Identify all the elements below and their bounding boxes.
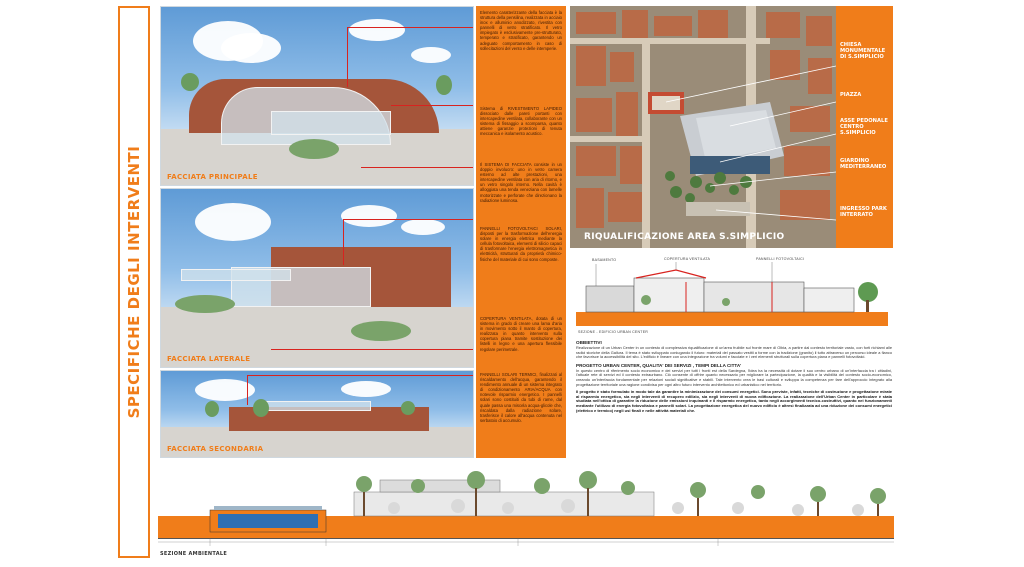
environmental-section-caption: SEZIONE AMBIENTALE (160, 551, 228, 557)
render-side-facade (160, 188, 474, 368)
tree (289, 139, 339, 159)
callout-line (361, 167, 474, 168)
callout-line (247, 375, 474, 376)
note-facade-system: Il SISTEMA DI FACCIATA consiste in un doppio involucro: uno in vetro camera esterno ad alte prestazioni, una intercapedine ventilata con aria di ritorno, e un vetro singolo interno. Nella cavità è alloggiata una tenda veneziana con lamelle motorizzate e perforate che direzionano la radiazione luminosa. (480, 162, 562, 203)
cloud (349, 19, 405, 41)
aerial-map (570, 6, 836, 248)
map-caption: RIQUALIFICAZIONE AREA S.SIMPLICIO (584, 232, 785, 242)
cloud (341, 381, 391, 397)
render-main-facade (160, 6, 474, 186)
glass-canopy (271, 111, 391, 135)
note-stone-cladding: Sistema di RIVESTIMENTO LAPIDEO dissociato dalle pareti portanti con intercapedine ventilata, collaborante con un sistema di fissaggio a scomparsa, quanto attiene garanzie protezioni di tenuta meccanica e isolamento acustico. (480, 106, 562, 137)
legend-item-pedestrian-axis: ASSE PEDONALE CENTRO S.SIMPLICIO (840, 118, 888, 136)
building-section (576, 256, 888, 326)
callout-line (271, 349, 474, 350)
tree (253, 399, 269, 417)
render-label: FACCIATA PRINCIPALE (167, 173, 258, 181)
cloud (341, 205, 397, 227)
callout-line (347, 27, 348, 87)
callout-line (343, 219, 474, 220)
note-solar-thermal: PANNELLI SOLARI TERMICI, finalizzati al riscaldamento dell'acqua, garantendo il rendimento annuale di un sistema integrato di condizionamento ARIA/ACQUA con notevole risparmio energetico. I pannelli solari sono costituiti da tubi di rame, dal quale passa una miscela acqua-glicole che, riscaldata dalla radiazione solare, trasferisce il calore all'acqua contenuta nel serbatoio di accumulo. (480, 372, 562, 423)
map-graphic (570, 6, 836, 248)
vertical-title-band (118, 6, 150, 558)
callout-line (247, 375, 248, 405)
environmental-section-drawing (158, 466, 894, 550)
glass-facade (261, 401, 371, 411)
environmental-section (158, 466, 894, 550)
project-title: PROGETTO URBAN CENTER, QUALITA' DEI SERVIZI , TEMPI DELLA CITTA' (576, 362, 742, 368)
callout-line (347, 27, 474, 28)
section-label-pv: PANNELLI FOTOVOLTAICI (756, 257, 805, 261)
map-legend (836, 6, 893, 248)
render-label: FACCIATA SECONDARIA (167, 445, 264, 453)
conclusion-text: Il progetto è stato formulato in modo tale da garantire la minimizzazione dei consumi energetici. Sono previste, infatti, tecniche di costruzione e progettazione mirate al risparmio energetico, sia negli interventi di recupero edilizio, sia negli interventi di nuova edificazione. La realizzazione dell'Urban Center in particolare è stata studiata nell'ottica di garantire la riduzione delle emissioni inquinanti e il risparmio energetico, tanto negli accorgimenti tecnico-costruttivi, quanto nei funzionamenti mediante l'utilizzo di energia fotovoltaica e pannelli solari. La progettazione energetica del nuovo edificio è altresì finalizzata ad una riduzione dei consumi energetici (elettrico e termico) negli usi finali e nelle attività materiali che. (576, 389, 892, 413)
note-photovoltaic: PANNELLI FOTOVOLTAICI SOLARI, disposti per la trasformazione dell'energia solare in energia elettrica mediante la cellula fotovoltaica, elementi di silicio capaci di trasformare l'energia elettromagnetica in elettricità, strutturati da proprietà chimico-fisiche del materiale di cui sono composte. (480, 226, 562, 262)
legend-item-parking-entrance: INGRESSO PARK INTERRATO (840, 206, 887, 218)
objectives-title: OBBIETTIVI (576, 340, 602, 345)
cloud (195, 203, 271, 241)
tree (175, 295, 235, 313)
objectives-body: Realizzazione di un Urban Center in un contesto di complessiva riqualificazione di un'area fruibile sul fronte mare di Olbia, a partire dal contesto territoriale vasto, con forti richiami alle radici storiche della Gallura. Il tema è stato sviluppato coniugando il futuro: materiali del passato vestiti a forme con la tradizione (granito) il tutto attraverso un percorso ideale a fianco che favorisce la accessibilità del sito. L'edificio è lineare con una integrazione tra volumi e facciate e i veri elementi strutturali sulla copertura piana e pannelli fotovoltaici. (576, 345, 892, 360)
note-ventilated-roof: COPERTURA VENTILATA, dotata di un sistema in grado di creare una lama d'aria in movimento sotto il manto di copertura, realizzata in quanto intervento sulla copertura piana tramite sostituzione dei listelli in legno e una apertura flessibile regolare perimetrale. (480, 316, 562, 352)
section-label-base: BASAMENTO (592, 258, 617, 262)
section-drawing (576, 256, 888, 326)
callout-line (391, 105, 474, 106)
legend-item-church: CHIESA MONUMENTALE DI S.SIMPLICIO (840, 42, 886, 60)
vertical-title: SPECIFICHE DEGLI INTERVENTI (125, 145, 143, 419)
glass-canopy (181, 269, 291, 281)
tree (436, 75, 452, 95)
tree (401, 401, 415, 415)
cloud (195, 379, 255, 401)
section-caption: SEZIONE - EDIFICIO URBAN CENTER (578, 330, 649, 334)
render-label: FACCIATA LATERALE (167, 355, 251, 363)
callout-line (343, 219, 344, 265)
tree (351, 321, 411, 341)
tree (181, 73, 199, 91)
cloud (411, 47, 451, 63)
legend-item-garden: GIARDINO MEDITERRANEO (840, 158, 887, 170)
render-secondary-facade (160, 370, 474, 458)
project-body: In questo centro di riferimento socio economico e dei servizi per tutti i fronti est della Sardegna, l'idea ha la necessità di dotare il suo centro urbano di un'interfaccia tra i cittadini, l'attuale rete di servizi ed il contesto extraurbano. Ciò consente di offrire quanto necessario per migliorare la partecipazione, la qualità e la visibilità del contesto socio-economico, creando un'interfaccia fondamentale per relazioni sociali significative e stabili. Tale intervento crea le basi culturali e sviluppa la competenza per fare dell'approccio integrato alla progettazione territoriale una ragione condivisa per ogni altro futuro intervento architettonico ed urbanistico nel territorio. (576, 367, 892, 387)
section-label-roof: COPERTURA VENTILATA (664, 257, 711, 261)
cloud (221, 33, 281, 63)
note-canopy: Elemento caratterizzante della facciata è la struttura della pensilina, realizzata in acciaio inox e alluminio anodizzato, rivestita con pannelli di vetro stratificato. Il vetro impiegato è esclusivamente pre-strutturato, temperato e stratificato, garantendo un adeguato comportamento in caso di sollecitazioni del vento e delle intemperie. (480, 10, 562, 51)
tree (205, 401, 219, 417)
notes-column (476, 6, 566, 458)
cloud (401, 219, 445, 235)
description-text (576, 340, 892, 458)
legend-item-square: PIAZZA (840, 92, 862, 98)
